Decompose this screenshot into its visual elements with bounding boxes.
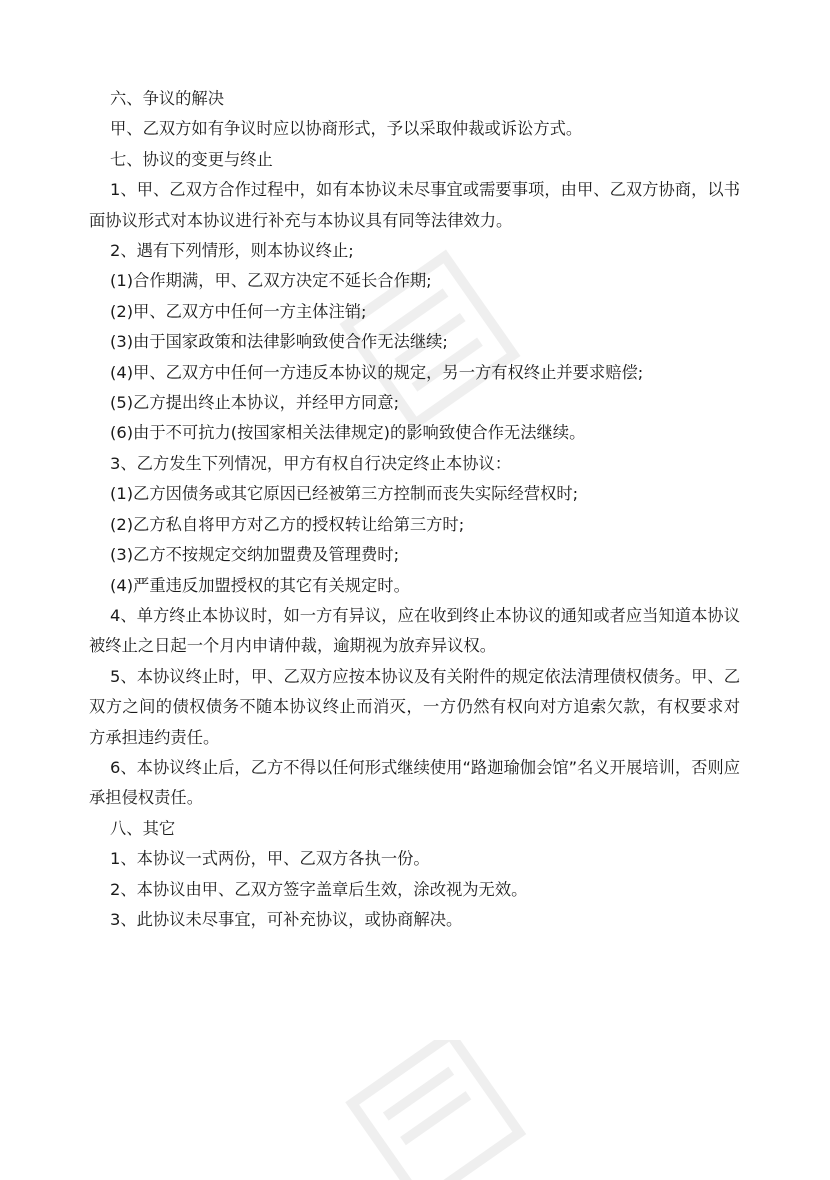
list-item: (3)由于国家政策和法律影响致使合作无法继续; (110, 332, 448, 352)
paragraph: 4、单方终止本协议时，如一方有异议，应在收到终止本协议的通知或者应当知道本协议被终止之日起一个月内申请仲裁，逾期视为放弃异议权。 (89, 605, 740, 656)
section-heading: 七、协议的变更与终止 (110, 149, 273, 169)
list-item: (6)由于不可抗力(按国家相关法律规定)的影响致使合作无法继续。 (110, 423, 586, 443)
list-item: (2)乙方私自将甲方对乙方的授权转让给第三方时; (110, 514, 465, 534)
paragraph: 5、本协议终止时，甲、乙双方应按本协议及有关附件的规定依法清理债权债务。甲、乙双方之间的债权债务不随本协议终止而消灭，一方仍然有权向对方追索欠款，有权要求对方承担违约责任。 (89, 666, 740, 747)
section-heading: 六、争议的解决 (110, 89, 224, 108)
paragraph: 6、本协议终止后，乙方不得以任何形式继续使用“路迦瑜伽会馆”名义开展培训，否则应承担侵权责任。 (89, 757, 740, 808)
list-item: (2)甲、乙双方中任何一方主体注销; (110, 301, 367, 321)
list-item: (5)乙方提出终止本协议，并经甲方同意; (110, 393, 400, 413)
paragraph: 甲、乙双方如有争议时应以协商形式，予以采取仲裁或诉讼方式。 (110, 119, 583, 139)
paragraph: 2、本协议由甲、乙双方签字盖章后生效，涂改视为无效。 (110, 879, 528, 899)
list-item: (4)甲、乙双方中任何一方违反本协议的规定，另一方有权终止并要求赔偿; (110, 362, 644, 382)
list-item: (1)合作期满，甲、乙双方决定不延长合作期; (110, 271, 432, 291)
paragraph: 3、此协议未尽事宜，可补充协议，或协商解决。 (110, 909, 463, 929)
document-body (89, 84, 740, 935)
paragraph: 1、甲、乙双方合作过程中，如有本协议未尽事宜或需要事项，由甲、乙双方协商，以书面协议形式对本协议进行补充与本协议具有同等法律效力。 (89, 180, 740, 230)
paragraph: 1、本协议一式两份，甲、乙双方各执一份。 (110, 849, 430, 869)
watermark-logo-icon (330, 1040, 530, 1180)
list-item: (1)乙方因债务或其它原因已经被第三方控制而丧失实际经营权时; (110, 484, 579, 504)
paragraph: 3、乙方发生下列情况，甲方有权自行决定终止本协议： (110, 453, 512, 473)
list-item: (3)乙方不按规定交纳加盟费及管理费时; (110, 545, 400, 565)
section-heading: 八、其它 (110, 818, 176, 838)
paragraph: 2、遇有下列情形，则本协议终止; (110, 241, 354, 261)
list-item: (4)严重违反加盟授权的其它有关规定时。 (110, 575, 410, 595)
